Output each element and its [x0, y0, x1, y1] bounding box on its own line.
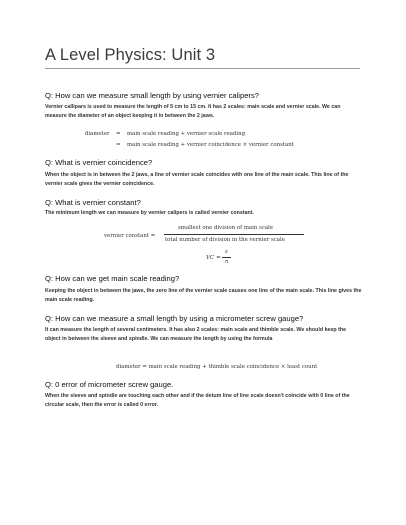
answer-main-scale-reading: Keeping the object in between the jaws, the zero line of the vernier scale causes one line of the main scale. This line gives the main scale reading. [45, 288, 362, 304]
answer-zero-error: When the sleeve and spindle are touching each other and if the detum line of line scale doesn't coincide with 0 line of the circular scale, then the error is called 0 error. [45, 393, 350, 409]
question-vernier-coincidence: Q: What is vernier coincidence? [45, 158, 153, 167]
equation-equals-1: = [116, 131, 121, 137]
equation-diameter-rhs-1: main scale reading + vernier scale reading [127, 131, 246, 137]
vc-lhs: VC = [206, 255, 221, 261]
fraction-bar [164, 234, 304, 235]
answer-vernier-constant: The minimum length we can measure by vernier calipers is called vernier constant. [45, 210, 255, 216]
question-vernier-constant: Q: What is vernier constant? [45, 198, 141, 207]
equation-diameter-rhs-2: main scale reading + vernier coincidence × vernier constant [127, 142, 294, 148]
question-zero-error: Q: 0 error of micrometer screw gauge. [45, 380, 174, 389]
vernier-constant-numerator: smallest one division of main scale [178, 225, 273, 231]
question-vernier-calipers: Q: How can we measure small length by using vernier calipers? [45, 91, 259, 100]
page-title: A Level Physics: Unit 3 [45, 46, 216, 64]
micrometer-formula: diameter = main scale reading + thimble scale coincidence × least count [116, 364, 318, 370]
vc-fraction-bar [222, 257, 231, 258]
question-micrometer-screw-gauge: Q: How can we measure a small length by using a micrometer screw gauge? [45, 314, 304, 323]
answer-vernier-calipers: Vernier callipars is used to measure the length of 5 cm to 15 cm. It has 2 scales: main scale and vernier scale. We can measure the diameter of an object keeping it in between the 2 jaws. [45, 104, 341, 120]
question-main-scale-reading: Q: How can we get main scale reading? [45, 274, 180, 283]
vernier-constant-denominator: total number of division in the vernier scale [165, 237, 285, 243]
answer-vernier-coincidence: When the object is in between the 2 jaws, a line of vernier scale coincides with one line of the main scale. This line of the vernier scale gives the vernier coincidence. [45, 172, 349, 188]
vernier-constant-lhs: vernier constant = [104, 233, 156, 239]
equation-diameter-lhs: diameter [85, 131, 110, 137]
vc-numerator: s [225, 249, 228, 255]
title-divider [45, 68, 360, 69]
answer-micrometer-screw-gauge: It can measure the length of several centimeters. It has also 2 scales: main scale and thimble scale. We should keep the object in between the sleeve and spindle. We can measure the length by using the formula [45, 327, 347, 343]
equation-equals-2: = [116, 142, 121, 148]
vc-denominator: n [225, 259, 229, 265]
